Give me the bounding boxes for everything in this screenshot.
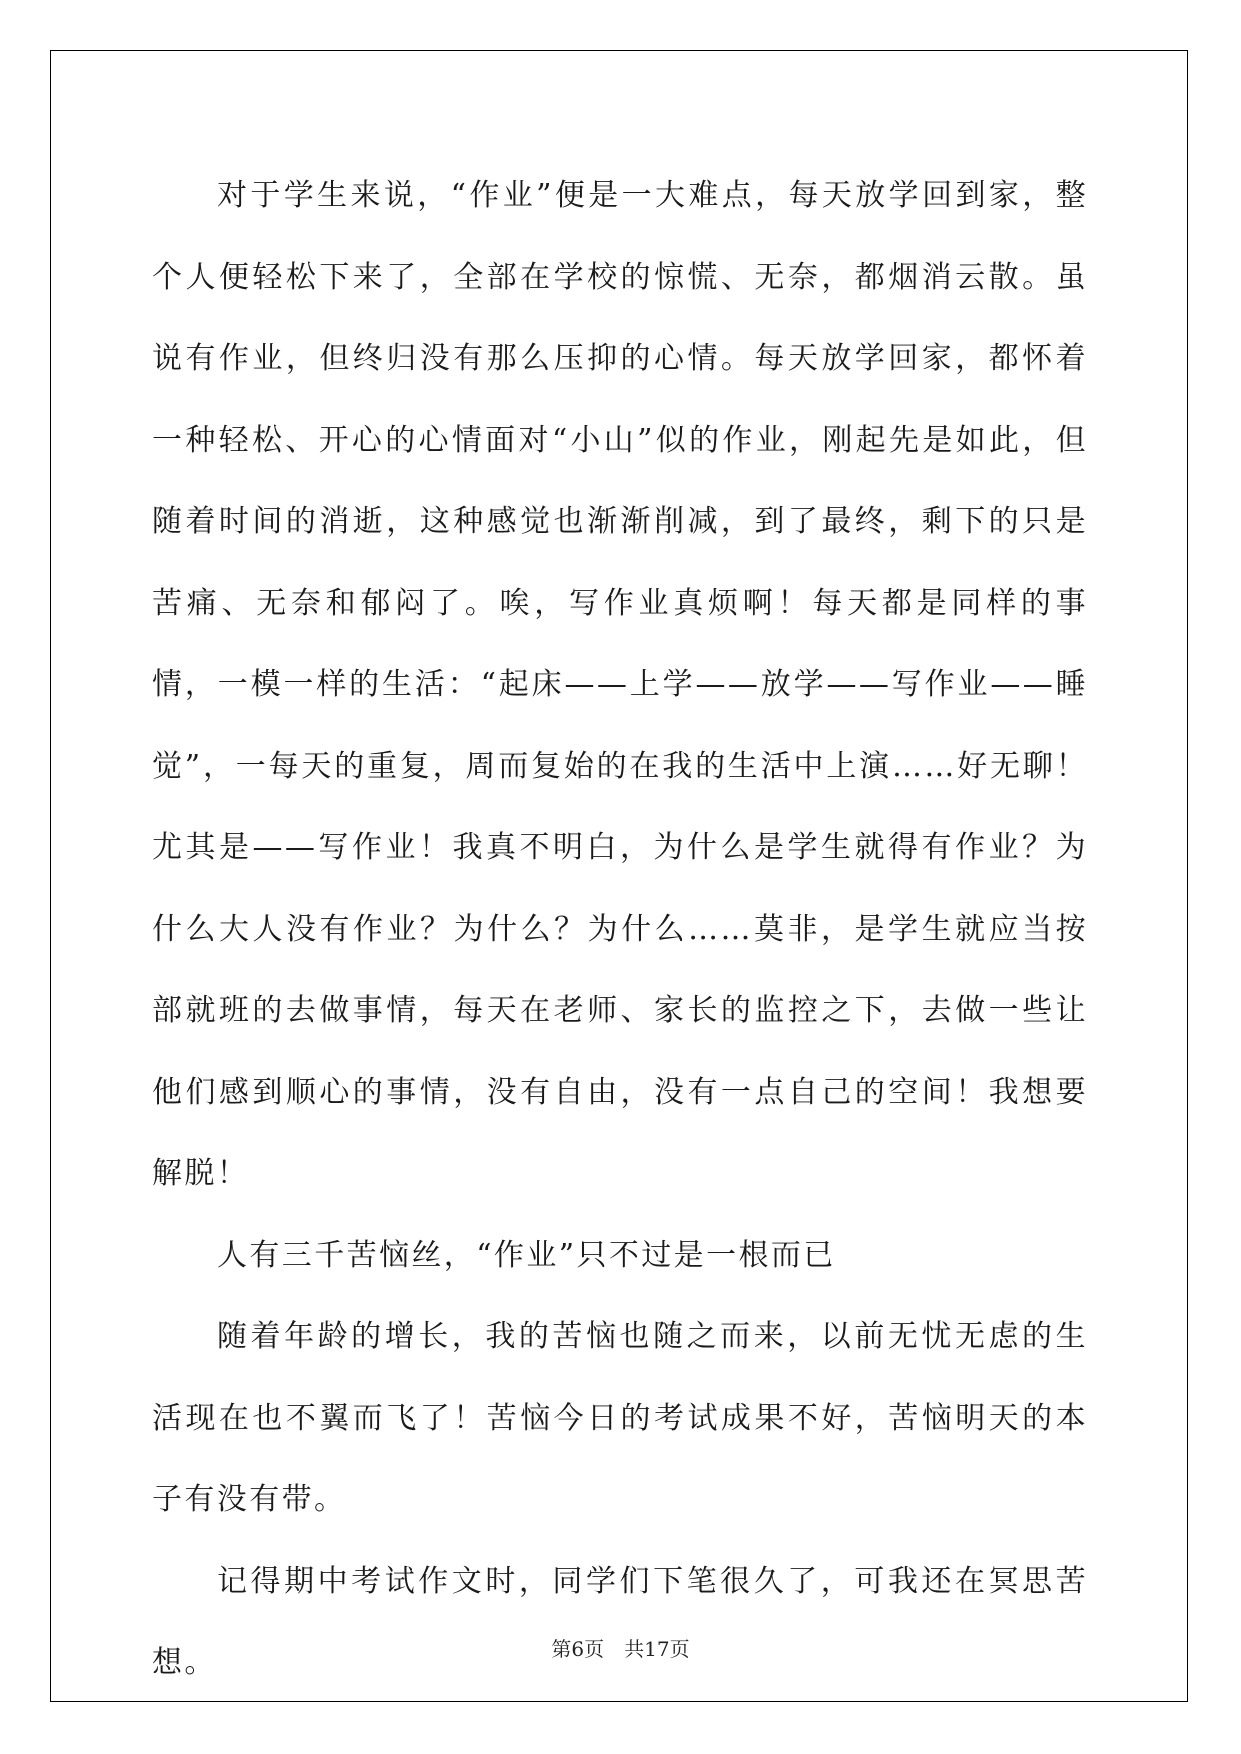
paragraph: 人有三千苦恼丝，“作业”只不过是一根而已 bbox=[217, 1237, 836, 1273]
page-footer bbox=[0, 1637, 1241, 1661]
paragraph: 随着年龄的增长，我的苦恼也随之而来，以前无忧无虑的生活现在也不翼而飞了！苦恼今日的考试成果不好，苦恼明天的本子有没有带。 bbox=[152, 1319, 1088, 1517]
page-total: 共17页 bbox=[624, 1637, 690, 1661]
paragraph: 记得期中考试作文时，同学们下笔很久了，可我还在冥思苦想。 bbox=[152, 1563, 1088, 1680]
paragraph: 对于学生来说，“作业”便是一大难点，每天放学回到家，整个人便轻松下来了，全部在学校的惊慌、无奈，都烟消云散。虽说有作业，但终归没有那么压抑的心情。每天放学回家，都怀着一种轻松、开心的心情面对“小山”似的作业，刚起先是如此，但随着时间的消逝，这种感觉也渐渐削减，到了最终，剩下的只是苦痛、无奈和郁闷了。唉，写作业真烦啊！每天都是同样的事情，一模一样的生活：“起床——上学——放学——写作业——睡觉”，一每天的重复，周而复始的在我的生活中上演……好无聊！尤其是——写作业！我真不明白，为什么是学生就得有作业？为什么大人没有作业？为什么？为什么……莫非，是学生就应当按部就班的去做事情，每天在老师、家长的监控之下，去做一些让他们感到顺心的事情，没有自由，没有一点自己的空间！我想要解脱！ bbox=[152, 178, 1088, 1191]
document-body bbox=[152, 155, 1088, 1704]
page-number: 第6页 bbox=[551, 1637, 605, 1661]
